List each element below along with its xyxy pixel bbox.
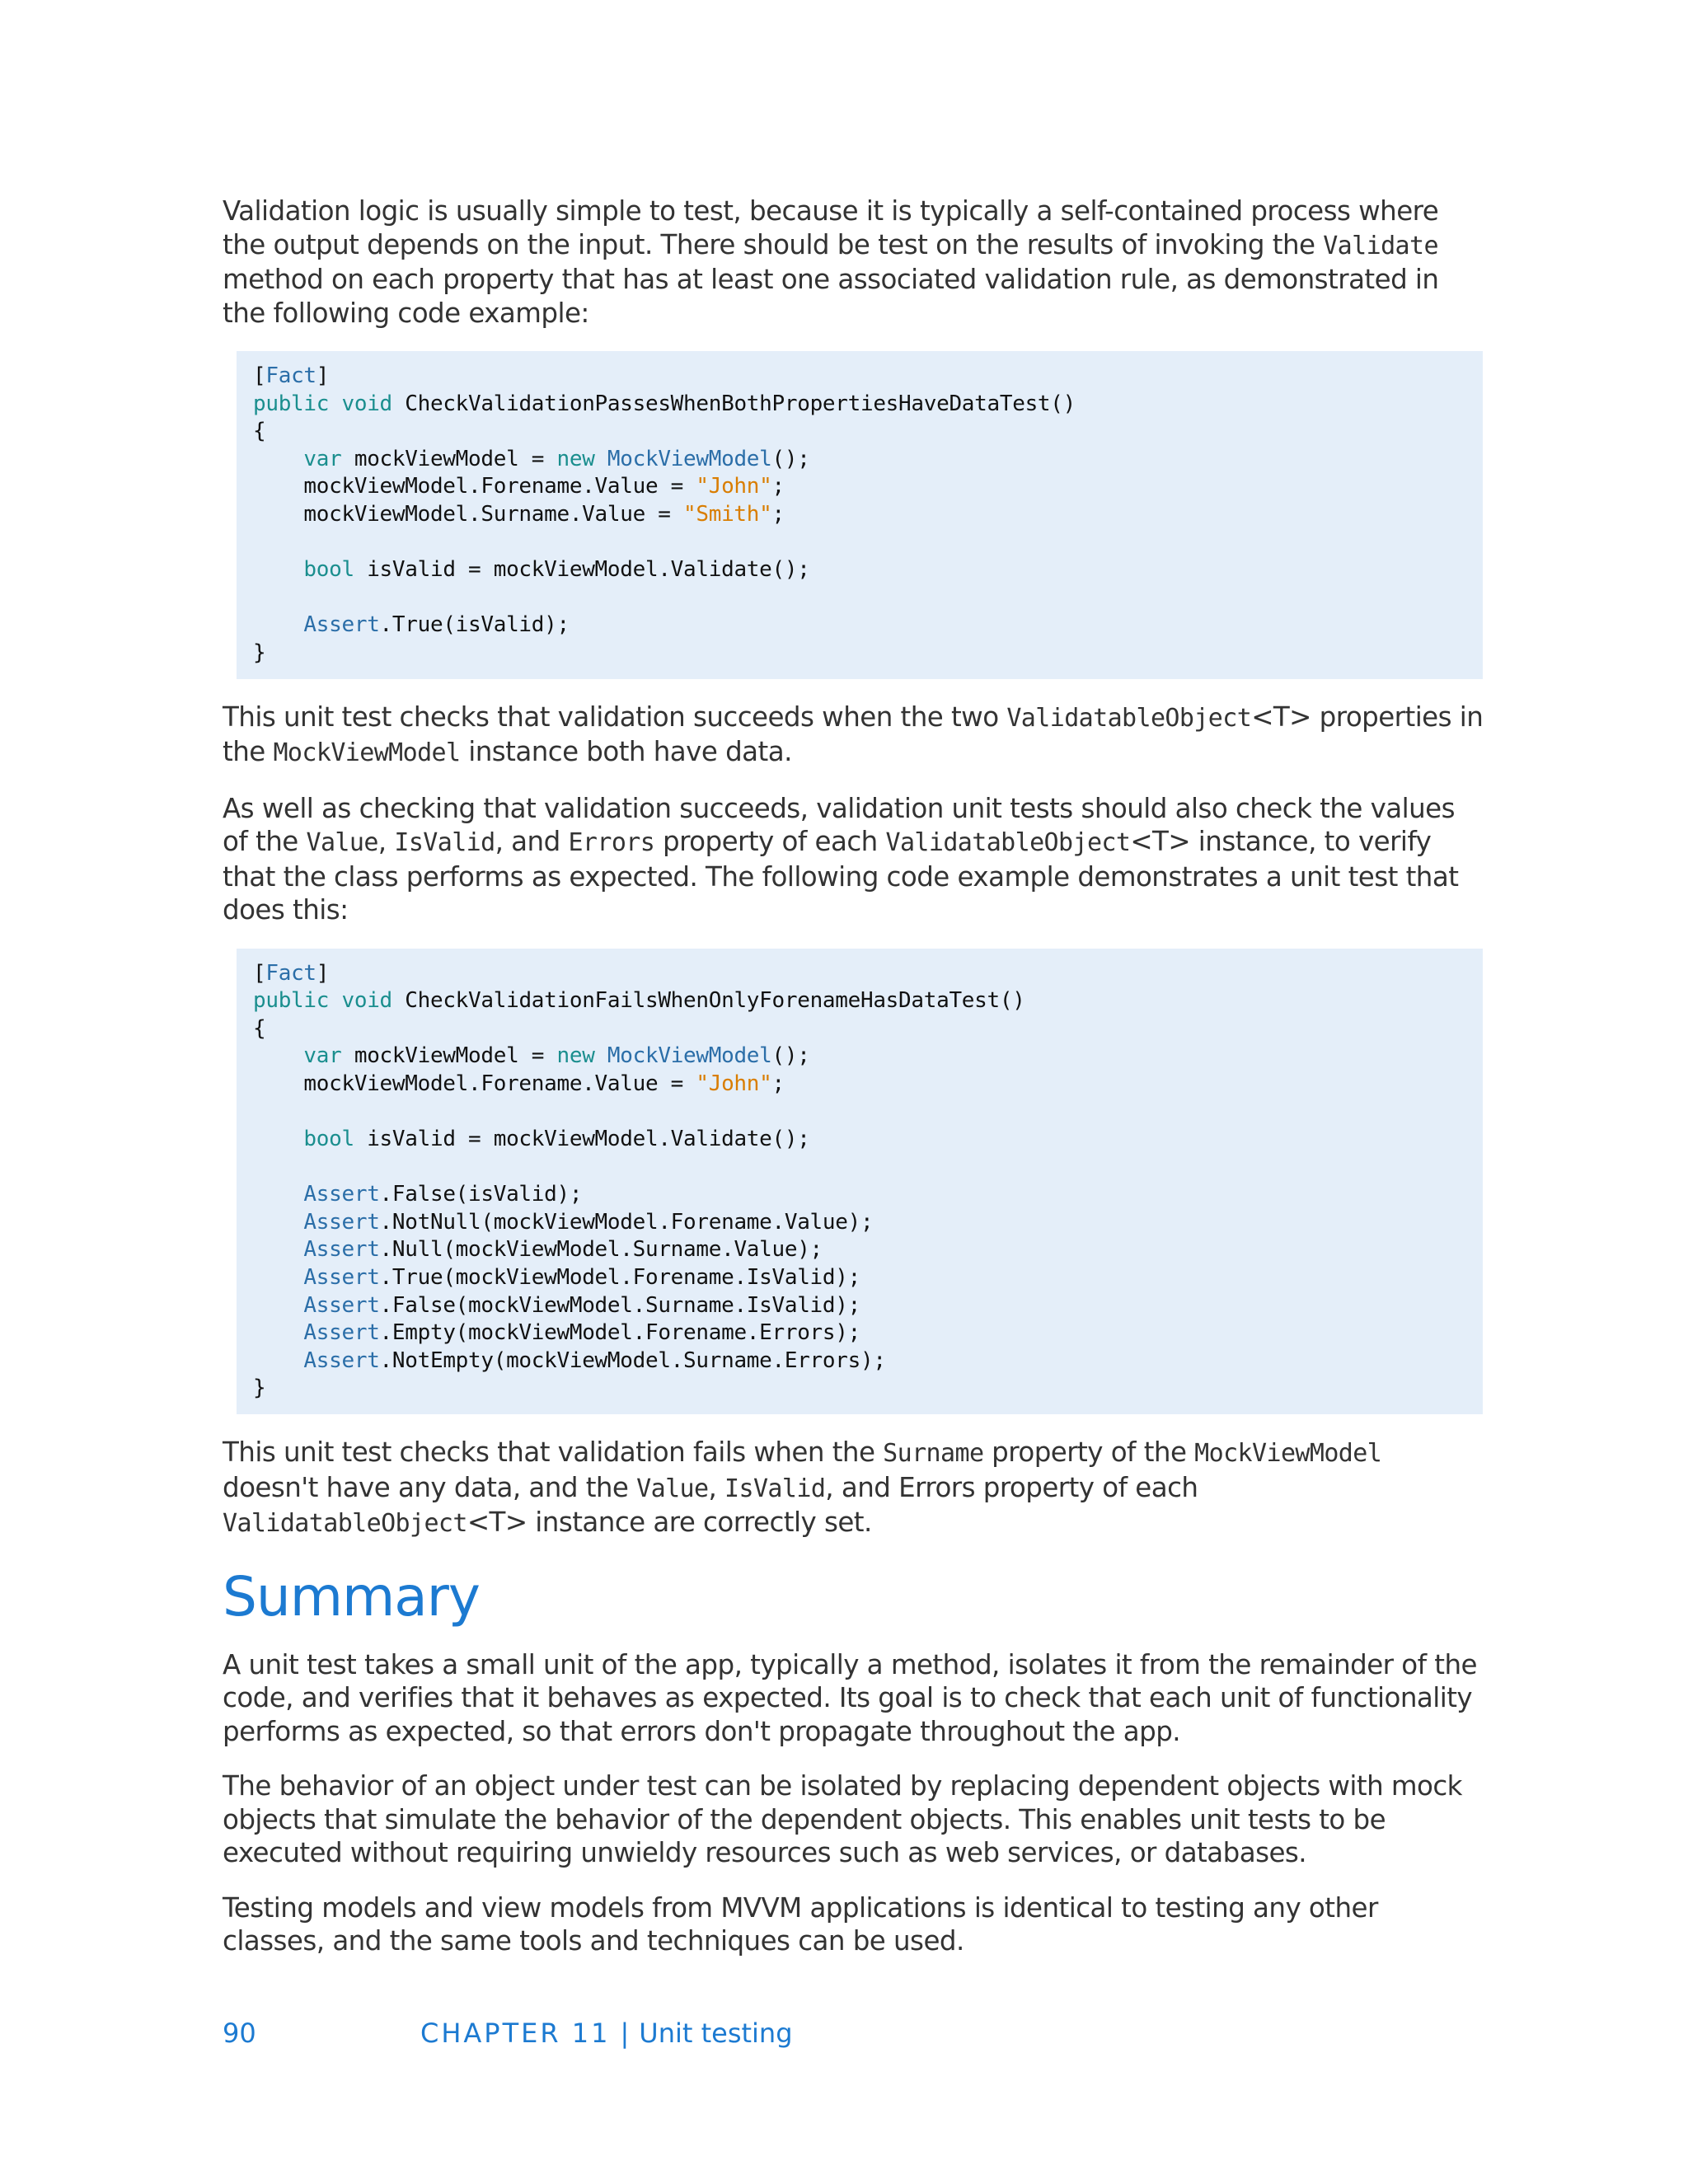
inline-code: IsValid xyxy=(724,1474,826,1503)
intro-paragraph xyxy=(223,194,1484,330)
code-token: { xyxy=(253,1015,266,1041)
code-token: var xyxy=(303,1043,342,1069)
code-token: public xyxy=(253,988,330,1014)
code-token: .Empty(mockViewModel.Forename.Errors); xyxy=(379,1320,860,1346)
paragraph-text: property of each xyxy=(654,826,886,858)
code-token xyxy=(253,1265,303,1290)
code-line xyxy=(253,1071,1483,1099)
code-token: mockViewModel.Forename.Value = xyxy=(253,474,696,499)
code-line xyxy=(253,363,1483,391)
code-token xyxy=(253,1237,303,1262)
code-line xyxy=(253,1099,1483,1127)
paragraph-text: property of the xyxy=(983,1436,1195,1469)
code-token: { xyxy=(253,419,266,444)
code-token: bool xyxy=(303,557,354,583)
code-token: .Null(mockViewModel.Surname.Value); xyxy=(379,1237,823,1263)
paragraph-text: The behavior of an object under test can be isolated by replacing dependent objects with mock objects that simulate the behavior of the dependent objects. This enables unit tests to be executed without requiring unwieldy resources such as web services, or databases. xyxy=(223,1770,1462,1869)
code-line xyxy=(253,1043,1483,1071)
code-token xyxy=(595,447,607,471)
code-token: isValid = mockViewModel.Validate(); xyxy=(354,557,810,583)
code-token: } xyxy=(253,640,266,665)
code-line xyxy=(253,1292,1483,1320)
code-line xyxy=(253,1236,1483,1264)
code-token: void xyxy=(341,988,392,1014)
paragraph-text: , and Errors property of each xyxy=(825,1471,1198,1503)
code-token: public xyxy=(253,391,330,416)
code-line xyxy=(253,1209,1483,1237)
paragraph-text: <T> instance, to verify that the class performs as expected. The following code example demonstrates a unit test that does this: xyxy=(223,826,1459,926)
code-block-fails-test xyxy=(237,949,1483,1415)
inline-code: Errors xyxy=(568,828,655,858)
paragraph-text: Testing models and view models from MVVM applications is identical to testing any other classes, and the same tools and techniques can be used. xyxy=(223,1891,1378,1957)
code-line xyxy=(253,473,1483,501)
inline-code: MockViewModel xyxy=(273,738,461,768)
code-block-passes-test xyxy=(237,351,1483,679)
code-token: Assert xyxy=(303,1237,380,1263)
code-token: ] xyxy=(316,960,330,986)
inline-code: MockViewModel xyxy=(1194,1439,1382,1469)
code-token: mockViewModel.Surname.Value = xyxy=(253,501,684,527)
paragraph-checking-values xyxy=(223,792,1484,927)
code-token xyxy=(253,557,303,582)
code-token: [ xyxy=(253,363,266,388)
code-token xyxy=(329,988,341,1013)
code-line xyxy=(253,529,1483,557)
code-token xyxy=(595,1043,607,1068)
code-token: ; xyxy=(771,474,785,499)
code-line xyxy=(253,960,1483,988)
code-token: .True(mockViewModel.Forename.IsValid); xyxy=(379,1265,860,1291)
page-footer xyxy=(223,2015,1484,2051)
paragraph-text: This unit test checks that validation succeeds when the two xyxy=(223,701,1007,733)
inline-code: Value xyxy=(636,1474,709,1503)
code-line xyxy=(253,612,1483,640)
code-token: .False(isValid); xyxy=(379,1182,583,1207)
footer-separator: | xyxy=(620,2018,630,2049)
code-token xyxy=(329,391,341,416)
paragraph-text: A unit test takes a small unit of the app, typically a method, isolates it from the remainder of the code, and verifies that it behaves as expected. Its goal is to check that each unit of functionality performs as expected, so that errors don't propagate throughout the app. xyxy=(223,1648,1477,1747)
code-line xyxy=(253,987,1483,1015)
code-token: new xyxy=(556,446,595,471)
code-line xyxy=(253,1015,1483,1043)
code-line xyxy=(253,640,1483,668)
code-line xyxy=(253,1319,1483,1347)
paragraph-text: As well as checking that validation succeeds, validation unit tests should also check the values of the xyxy=(223,792,1455,858)
paragraph-text: This unit test checks that validation fails when the xyxy=(223,1436,884,1469)
code-token xyxy=(253,1127,303,1151)
chapter-reference xyxy=(420,2015,793,2051)
summary-paragraph-3 xyxy=(223,1891,1484,1958)
paragraph-text: , xyxy=(377,826,395,858)
code-token: mockViewModel.Forename.Value = xyxy=(253,1071,696,1096)
code-token: "Smith" xyxy=(683,501,772,527)
code-token xyxy=(253,1348,303,1373)
code-line xyxy=(253,418,1483,446)
code-token xyxy=(253,1293,303,1318)
code-token: CheckValidationPassesWhenBothPropertiesHaveDataTest() xyxy=(392,391,1076,416)
paragraph-text: doesn't have any data, and the xyxy=(223,1471,637,1503)
code-token: ] xyxy=(316,363,330,388)
code-line xyxy=(253,1181,1483,1209)
code-token: void xyxy=(341,391,392,416)
code-token: ; xyxy=(771,1071,785,1096)
code-line xyxy=(253,584,1483,612)
code-line xyxy=(253,1375,1483,1403)
summary-paragraph-2 xyxy=(223,1769,1484,1870)
code-token: Assert xyxy=(303,1209,380,1235)
code-token: Assert xyxy=(303,1265,380,1291)
inline-code: ValidatableObject xyxy=(885,828,1131,858)
code-token: bool xyxy=(303,1127,354,1152)
paragraph-text: method on each property that has at least one associated validation rule, as demonstrated in the following code example: xyxy=(223,264,1439,329)
code-token xyxy=(253,447,303,471)
code-token: Assert xyxy=(303,1182,380,1207)
paragraph-text: <T> properties in the xyxy=(223,701,1484,768)
code-token xyxy=(253,1210,303,1235)
code-token: .NotNull(mockViewModel.Forename.Value); xyxy=(379,1209,874,1235)
code-token: (); xyxy=(771,1043,810,1069)
code-token: Assert xyxy=(303,1347,380,1373)
page-number: 90 xyxy=(223,2018,256,2049)
code-line xyxy=(253,446,1483,474)
inline-code: ValidatableObject xyxy=(223,1509,467,1539)
code-token: .False(mockViewModel.Surname.IsValid); xyxy=(379,1292,860,1318)
code-token: ; xyxy=(771,501,785,527)
code-line xyxy=(253,1154,1483,1182)
page-content xyxy=(223,194,1484,1980)
code-token: mockViewModel = xyxy=(341,446,557,471)
chapter-title: Unit testing xyxy=(639,2018,793,2049)
code-token xyxy=(253,1182,303,1207)
code-token: var xyxy=(303,446,342,471)
code-token: mockViewModel = xyxy=(341,1043,557,1069)
summary-heading: Summary xyxy=(223,1564,480,1629)
code-line xyxy=(253,1264,1483,1292)
inline-code: Value xyxy=(306,828,378,858)
code-line xyxy=(253,501,1483,529)
inline-code: ValidatableObject xyxy=(1006,703,1252,733)
code-token: MockViewModel xyxy=(607,446,772,471)
paragraph-text: instance both have data. xyxy=(460,736,792,768)
code-line xyxy=(253,391,1483,419)
inline-code: Validate xyxy=(1323,231,1438,260)
code-token: new xyxy=(556,1043,595,1069)
paragraph-text: Validation logic is usually simple to test, because it is typically a self-contained process where the output depends on the input. There should be test on the results of invoking the xyxy=(223,195,1439,260)
paragraph-validation-succeeds xyxy=(223,701,1484,771)
code-token: MockViewModel xyxy=(607,1043,772,1069)
summary-paragraph-1 xyxy=(223,1648,1484,1749)
code-token: } xyxy=(253,1376,266,1401)
code-token: Assert xyxy=(303,612,380,638)
paragraph-text: , xyxy=(708,1471,725,1503)
paragraph-validation-fails xyxy=(223,1436,1484,1541)
code-token: CheckValidationFailsWhenOnlyForenameHasDataTest() xyxy=(392,988,1025,1014)
inline-code: Surname xyxy=(883,1439,984,1469)
code-token xyxy=(253,1320,303,1345)
code-line xyxy=(253,1347,1483,1376)
code-token: Assert xyxy=(303,1320,380,1346)
code-token xyxy=(253,612,303,637)
paragraph-text: , and xyxy=(495,826,569,858)
code-token: Fact xyxy=(265,363,316,388)
code-token: "John" xyxy=(696,1071,772,1096)
code-token xyxy=(253,1043,303,1068)
chapter-label: CHAPTER 11 xyxy=(420,2018,611,2049)
paragraph-text: <T> instance are correctly set. xyxy=(467,1507,872,1539)
code-token: isValid = mockViewModel.Validate(); xyxy=(354,1127,810,1152)
code-line xyxy=(253,1126,1483,1154)
code-token: "John" xyxy=(696,474,772,499)
code-line xyxy=(253,556,1483,584)
code-token: [ xyxy=(253,960,266,986)
inline-code: IsValid xyxy=(394,828,495,858)
code-token: .True(isValid); xyxy=(379,612,570,638)
code-token: (); xyxy=(771,446,810,471)
code-token: Fact xyxy=(265,960,316,986)
code-token: Assert xyxy=(303,1292,380,1318)
code-token: .NotEmpty(mockViewModel.Surname.Errors); xyxy=(379,1347,886,1373)
